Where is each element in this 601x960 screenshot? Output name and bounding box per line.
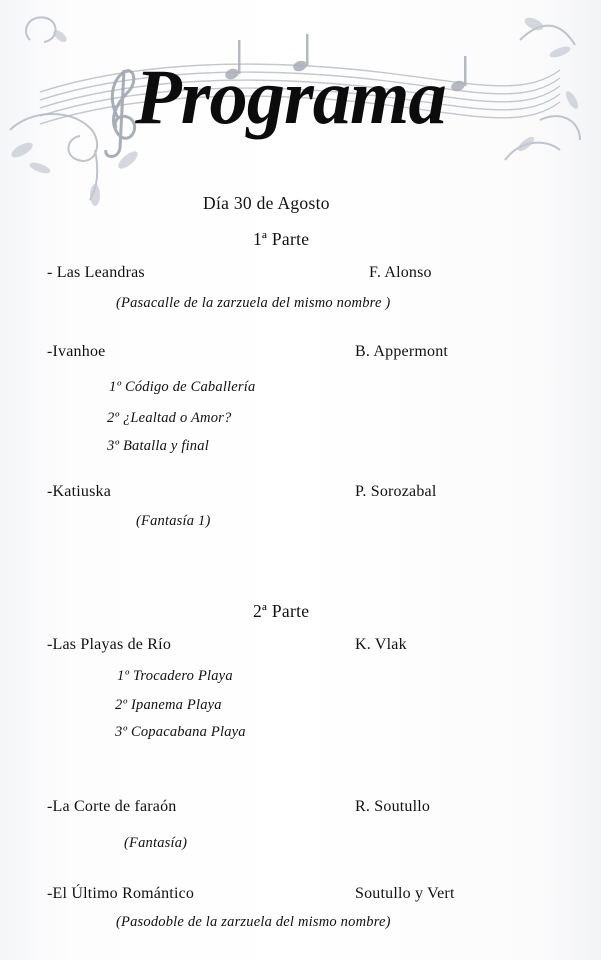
piece-composer: B. Appermont (355, 343, 449, 360)
piece-note: (Fantasía) (124, 835, 188, 851)
movement-item: 3º Copacabana Playa (115, 724, 246, 740)
piece-title: - Las Leandras (47, 264, 145, 281)
piece-composer: Soutullo y Vert (355, 885, 455, 902)
piece-title: -Katiuska (47, 483, 112, 500)
piece-title: -El Último Romántico (47, 885, 195, 902)
movement-item: 2º Ipanema Playa (115, 697, 222, 713)
piece-title: -La Corte de faraón (47, 798, 177, 815)
piece-composer: P. Sorozabal (355, 483, 437, 500)
piece-note: (Pasacalle de la zarzuela del mismo nombre ) (116, 295, 391, 311)
movement-item: 2º ¿Lealtad o Amor? (107, 410, 232, 426)
movement-item: 3º Batalla y final (107, 438, 209, 454)
piece-composer: R. Soutullo (355, 798, 431, 815)
piece-note: (Pasodoble de la zarzuela del mismo nombre) (116, 914, 391, 930)
piece-title: -Ivanhoe (47, 343, 106, 360)
piece-title: -Las Playas de Río (47, 636, 172, 653)
piece-composer: K. Vlak (355, 636, 407, 653)
concert-date: Día 30 de Agosto (203, 193, 330, 213)
part-1-heading: 1ª Parte (253, 229, 310, 249)
movement-item: 1º Trocadero Playa (117, 668, 233, 684)
movement-item: 1º Código de Caballería (109, 379, 256, 395)
piece-composer: F. Alonso (369, 264, 432, 281)
part-2-heading: 2ª Parte (253, 601, 310, 621)
program-title: Programa (135, 53, 446, 140)
piece-note: (Fantasía 1) (136, 513, 211, 529)
